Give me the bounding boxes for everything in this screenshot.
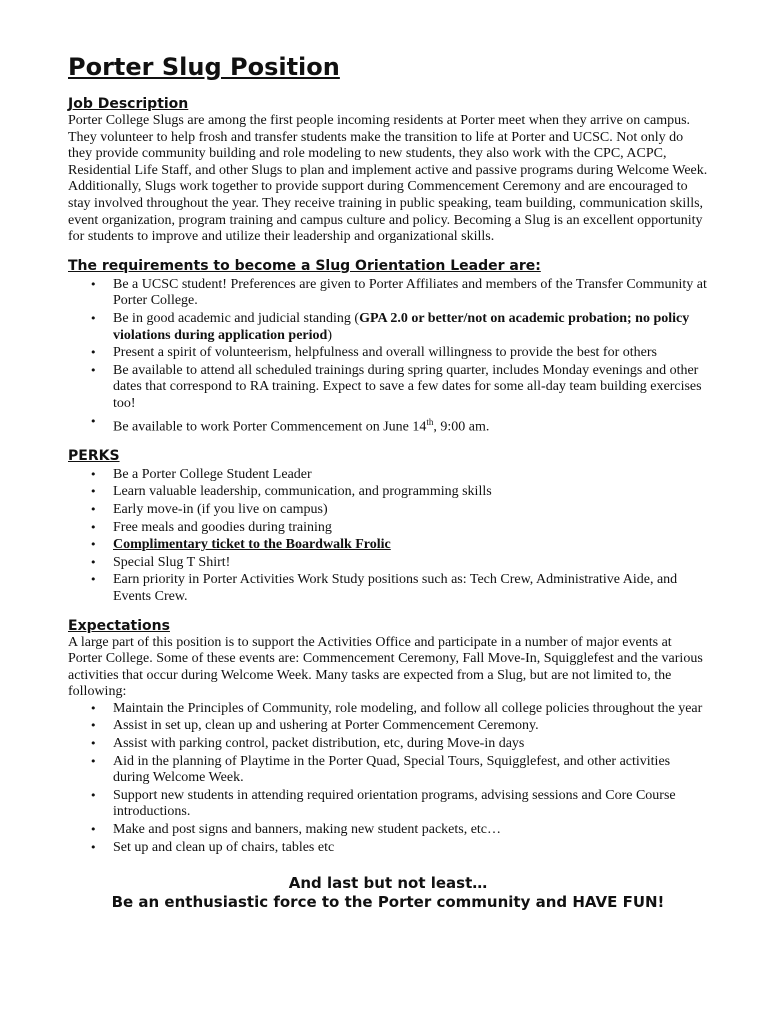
bullet-icon: •: [90, 467, 97, 481]
bullet-icon: •: [90, 701, 97, 715]
list-item: • Free meals and goodies during training: [90, 519, 332, 535]
list-item: • Support new students in attending required orientation programs, advising sessions and Core Course introductions.: [90, 787, 676, 820]
list-item: • Be a Porter College Student Leader: [90, 466, 312, 482]
expectations-list: [68, 701, 708, 856]
requirements-list: [68, 277, 708, 436]
bullet-icon: •: [90, 754, 97, 768]
job-description-text: Porter College Slugs are among the first people incoming residents at Porter meet when they arrive on campus. They volunteer to help frosh and transfer students make the transition to life at Porter and UCSC. Not only do they provide community building and role modeling to new students, they also work with the CPC, ACPC, Residential Life Staff, and other Slugs to plan and implement active and passive programs during Welcome Week. Additionally, Slugs work together to provide support during Commencement Ceremony and are encouraged to stay involved throughout the year. They receive training in public speaking, team building, communication skills, event organization, program training and campus culture and policy. Becoming a Slug is an excellent opportunity for students to improve and utilize their leadership and organizational skills.: [68, 113, 708, 245]
bullet-icon: •: [90, 520, 97, 534]
gpa-requirement: GPA 2.0 or better/not on academic probation; no policy violations during application period: [113, 310, 690, 343]
list-item: • Earn priority in Porter Activities Work Study positions such as: Tech Crew, Administrative Aide, and Events Crew.: [90, 572, 678, 604]
bullet-icon: •: [90, 277, 97, 291]
bullet-icon: •: [90, 737, 97, 751]
list-item: • Present a spirit of volunteerism, helpfulness and overall willingness to provide the best for others: [90, 345, 657, 361]
perks-list: [68, 467, 708, 606]
list-item: • Be a UCSC student! Preferences are given to Porter Affiliates and members of the Transfer Community at Porter College.: [90, 276, 707, 309]
list-item: • Make and post signs and banners, making new student packets, etc…: [90, 822, 502, 838]
list-item: • Assist in set up, clean up and ushering at Porter Commencement Ceremony.: [90, 718, 539, 734]
expectations-text: A large part of this position is to support the Activities Office and participate in a number of major events at Porter College. Some of these events are: Commencement Ceremony, Fall Move-In, Squigglefest and the various activities that occur during Welcome Week. Many tasks are expected from a Slug, but are not limited to, the following:: [68, 634, 703, 700]
document-page: [68, 52, 708, 912]
job-description-section: [68, 96, 708, 246]
page-title: Porter Slug Position: [68, 53, 340, 81]
bullet-icon: •: [90, 788, 97, 802]
list-item: • Early move-in (if you live on campus): [90, 501, 328, 517]
job-description-heading: Job Description: [68, 96, 189, 112]
closing-line-2: Be an enthusiastic force to the Porter community and HAVE FUN!: [111, 893, 665, 912]
list-item: • Maintain the Principles of Community, role modeling, and follow all college policies throughout the year: [90, 700, 703, 716]
list-item: • Aid in the planning of Playtime in the Porter Quad, Special Tours, Squigglefest, and other activities during Welcome Week.: [90, 753, 671, 786]
closing-message: [68, 874, 708, 912]
list-item: [68, 537, 708, 554]
list-item: • Be in good academic and judicial standing (GPA 2.0 or better/not on academic probation; no policy violations during application period): [90, 310, 690, 343]
expectations-heading: Expectations: [68, 617, 170, 634]
list-item: • Be available to work Porter Commencement on June 14th, 9:00 am.: [90, 414, 490, 435]
list-item: • Assist with parking control, packet distribution, etc, during Move-in days: [90, 736, 525, 752]
bullet-icon: •: [90, 414, 97, 428]
bullet-icon: •: [90, 555, 97, 569]
list-item: • Set up and clean up of chairs, tables etc: [90, 839, 335, 855]
bullet-icon: •: [90, 823, 97, 837]
bullet-icon: •: [90, 311, 97, 325]
perks-section: [68, 448, 708, 606]
boardwalk-frolic-link[interactable]: Complimentary ticket to the Boardwalk Frolic: [113, 537, 391, 553]
bullet-icon: •: [90, 719, 97, 733]
bullet-icon: •: [90, 346, 97, 360]
expectations-section: [68, 618, 708, 857]
list-item: • Be available to attend all scheduled trainings during spring quarter, includes Monday evenings and other dates that correspond to RA training. Expect to save a few dates for some all-day team building exercises too!: [90, 362, 702, 411]
requirements-heading: The requirements to become a Slug Orientation Leader are:: [68, 257, 541, 274]
bullet-icon: •: [90, 485, 97, 499]
requirements-section: [68, 258, 708, 436]
perks-heading: PERKS: [68, 447, 120, 464]
bullet-icon: •: [90, 573, 97, 587]
closing-line-1: And last but not least…: [288, 874, 488, 893]
list-item: • Special Slug T Shirt!: [90, 554, 231, 570]
bullet-icon: •: [90, 363, 97, 377]
bullet-icon: •: [90, 538, 97, 552]
bullet-icon: •: [90, 840, 97, 854]
list-item: • Learn valuable leadership, communication, and programming skills: [90, 484, 492, 500]
bullet-icon: •: [90, 502, 97, 516]
